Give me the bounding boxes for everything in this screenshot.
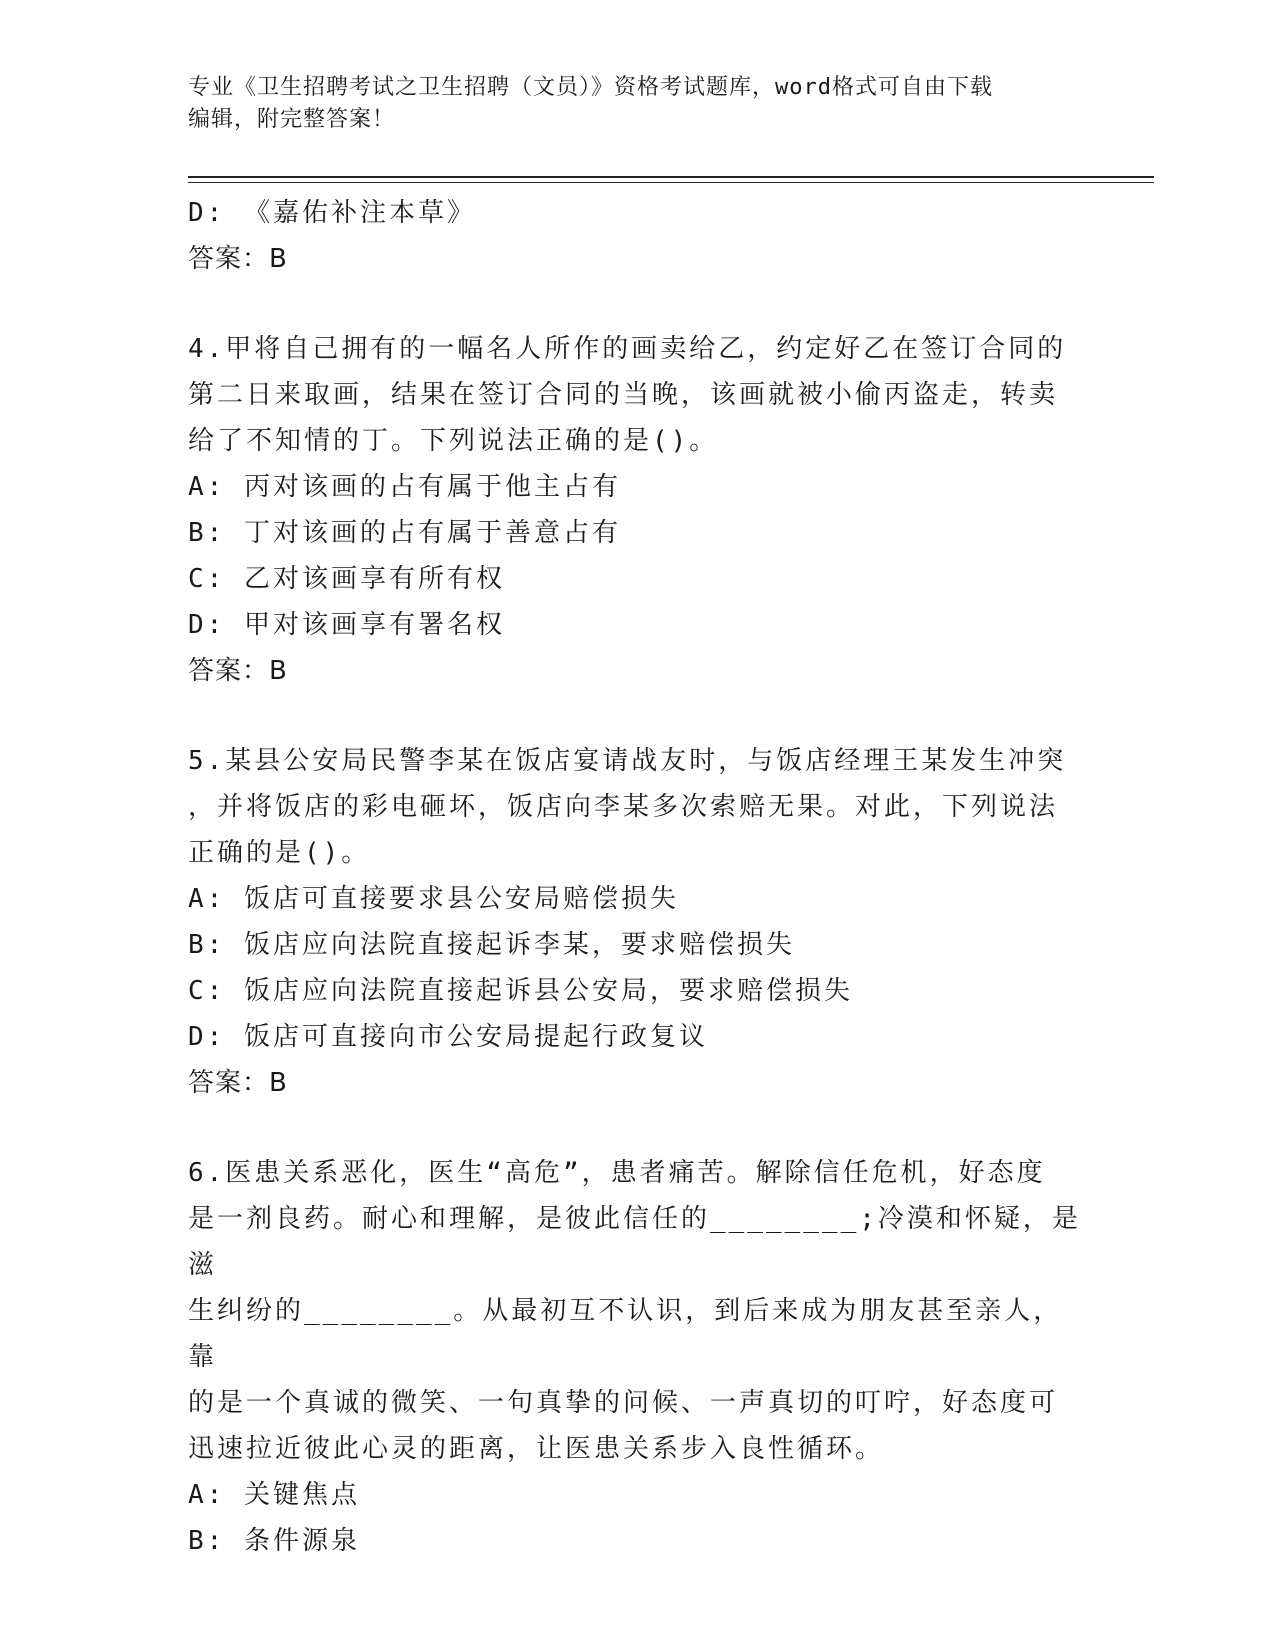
option-d: D: 甲对该画享有署名权 [188,610,505,640]
header-line-2: 编辑，附完整答案！ [188,107,396,132]
option-d: D: 《嘉佑补注本草》 [188,198,476,228]
question-5 [188,738,1088,1106]
answer-line: 答案：B [188,656,288,686]
question-stem-line: 6.医患关系恶化，医生“高危”，患者痛苦。解除信任危机，好态度 [188,1158,1046,1188]
question-stem-line: 4.甲将自己拥有的一幅名人所作的画卖给乙，约定好乙在签订合同的 [188,334,1067,364]
option-a: A: 关键焦点 [188,1480,360,1510]
option-c: C: 饭店应向法院直接起诉县公安局，要求赔偿损失 [188,976,853,1006]
question-3-tail [188,190,1088,282]
question-stem-line: 是一剂良药。耐心和理解，是彼此信任的________;冷漠和怀疑，是滋 [188,1204,1081,1280]
question-stem-line: 5.某县公安局民警李某在饭店宴请战友时，与饭店经理王某发生冲突 [188,746,1067,776]
option-a: A: 饭店可直接要求县公安局赔偿损失 [188,884,679,914]
question-list [188,190,1088,1564]
option-b: B: 饭店应向法院直接起诉李某，要求赔偿损失 [188,930,795,960]
option-b: B: 条件源泉 [188,1526,360,1556]
question-stem-line: ，并将饭店的彩电砸坏，饭店向李某多次索赔无果。对此，下列说法 [188,792,1059,822]
question-6 [188,1150,1088,1564]
header-line-1: 专业《卫生招聘考试之卫生招聘（文员）》资格考试题库，word格式可自由下载 [188,75,993,100]
question-stem-line: 正确的是()。 [188,838,371,868]
question-stem-line: 的是一个真诚的微笑、一句真挚的问候、一声真切的叮咛，好态度可 [188,1388,1059,1418]
header-divider-thin [188,182,1154,183]
option-c: C: 乙对该画享有所有权 [188,564,505,594]
answer-line: 答案：B [188,1068,288,1098]
header-divider-thick [188,176,1154,178]
question-stem-line: 给了不知情的丁。下列说法正确的是()。 [188,426,719,456]
question-stem-line: 第二日来取画，结果在签订合同的当晚，该画就被小偷丙盗走，转卖 [188,380,1059,410]
option-a: A: 丙对该画的占有属于他主占有 [188,472,621,502]
answer-line: 答案：B [188,244,288,274]
option-b: B: 丁对该画的占有属于善意占有 [188,518,621,548]
question-stem-line: 迅速拉近彼此心灵的距离，让医患关系步入良性循环。 [188,1434,885,1464]
page-header [188,72,1088,136]
option-d: D: 饭店可直接向市公安局提起行政复议 [188,1022,708,1052]
question-4 [188,326,1088,694]
question-stem-line: 生纠纷的________。从最初互不认识，到后来成为朋友甚至亲人，靠 [188,1296,1063,1372]
